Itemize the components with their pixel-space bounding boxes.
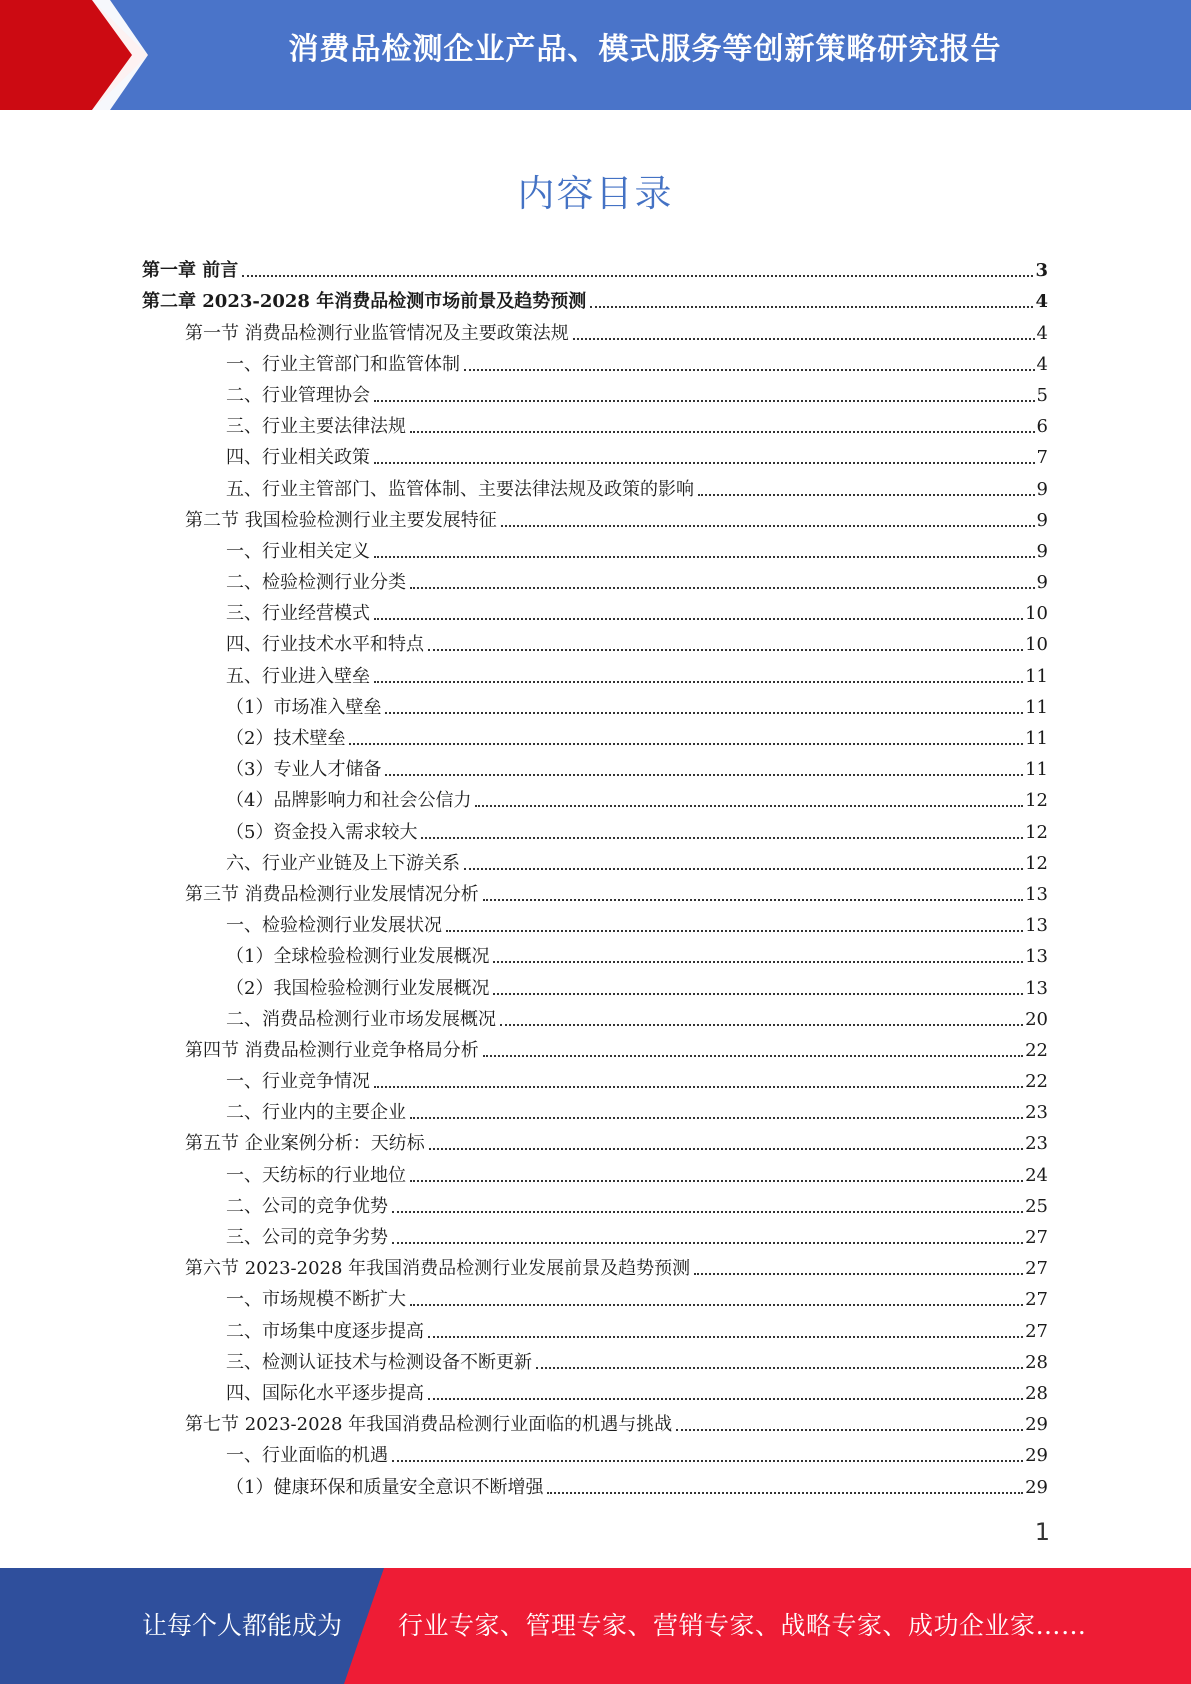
toc-dot-leader	[483, 1055, 1023, 1057]
toc-entry-page: 28	[1025, 1351, 1048, 1373]
toc-entry-label: 第四节 消费品检测行业竞争格局分析	[185, 1039, 479, 1061]
toc-dot-leader	[392, 1460, 1023, 1462]
toc-entry[interactable]	[142, 940, 1048, 971]
toc-dot-leader	[410, 1117, 1023, 1119]
toc-entry-page: 28	[1025, 1382, 1048, 1404]
toc-dot-leader	[483, 899, 1023, 901]
toc-entry[interactable]	[142, 1314, 1048, 1345]
toc-entry[interactable]	[142, 1003, 1048, 1034]
toc-dot-leader	[573, 338, 1035, 340]
toc-entry[interactable]	[142, 410, 1048, 441]
toc-entry[interactable]	[142, 348, 1048, 379]
report-title: 消费品检测企业产品、模式服务等创新策略研究报告	[288, 32, 1002, 67]
footer-slogan-right: 行业专家、管理专家、营销专家、战略专家、成功企业家……	[398, 1611, 1087, 1640]
toc-dot-leader	[694, 1273, 1023, 1275]
toc-dot-leader	[547, 1492, 1023, 1494]
toc-entry-label: 第一章 前言	[142, 260, 239, 282]
toc-heading: 内容目录	[517, 172, 674, 215]
toc-dot-leader	[536, 1367, 1023, 1369]
toc-entry-label: 三、行业经营模式	[226, 603, 370, 625]
toc-entry-page: 6	[1036, 416, 1048, 438]
toc-entry-page: 11	[1025, 665, 1048, 687]
toc-entry-label: 三、检测认证技术与检测设备不断更新	[226, 1351, 532, 1373]
toc-entry-page: 12	[1025, 790, 1048, 812]
toc-entry-page: 11	[1025, 728, 1048, 749]
toc-entry-label: 四、行业相关政策	[226, 447, 370, 469]
toc-entry[interactable]	[142, 1221, 1048, 1252]
toc-entry-page: 27	[1025, 1320, 1048, 1342]
toc-entry-label: （2）技术壁垒	[226, 728, 346, 749]
toc-entry-label: （1）全球检验检测行业发展概况	[226, 946, 490, 968]
toc-entry-label: 五、行业进入壁垒	[226, 665, 370, 687]
toc-dot-leader	[392, 1211, 1023, 1213]
toc-entry[interactable]	[142, 535, 1048, 566]
toc-entry-page: 13	[1025, 946, 1048, 968]
toc-entry[interactable]	[142, 1377, 1048, 1408]
toc-dot-leader	[374, 462, 1035, 464]
toc-entry-label: 第二章 2023-2028 年消费品检测市场前景及趋势预测	[142, 291, 587, 313]
toc-entry-label: 六、行业产业链及上下游关系	[226, 852, 460, 874]
toc-entry[interactable]	[142, 1158, 1048, 1189]
footer-slogan-left: 让每个人都能成为	[142, 1611, 343, 1640]
toc-entry[interactable]	[142, 1283, 1048, 1314]
toc-entry[interactable]	[142, 1252, 1048, 1283]
toc-dot-leader	[446, 930, 1023, 932]
toc-dot-leader	[464, 369, 1035, 371]
toc-entry[interactable]	[142, 847, 1048, 878]
toc-entry-page: 9	[1036, 478, 1048, 500]
page-footer	[0, 1568, 1191, 1684]
toc-entry-label: （1）健康环保和质量安全意识不断增强	[226, 1476, 544, 1498]
toc-entry-label: （2）我国检验检测行业发展概况	[226, 977, 490, 999]
toc-entry-page: 11	[1025, 759, 1048, 781]
toc-entry[interactable]	[142, 1470, 1048, 1501]
toc-entry-label: 一、市场规模不断扩大	[226, 1289, 406, 1311]
toc-entry[interactable]	[142, 566, 1048, 597]
toc-entry-page: 29	[1025, 1445, 1048, 1467]
toc-dot-leader	[493, 961, 1023, 963]
toc-entry[interactable]	[142, 379, 1048, 410]
toc-dot-leader	[428, 649, 1023, 651]
toc-entry[interactable]	[142, 254, 1048, 285]
toc-entry-page: 9	[1036, 540, 1048, 562]
toc-dot-leader	[698, 494, 1035, 496]
toc-dot-leader	[374, 681, 1023, 683]
toc-entry-label: 三、公司的竞争劣势	[226, 1227, 388, 1248]
toc-entry-page: 13	[1025, 883, 1048, 905]
toc-entry[interactable]	[142, 597, 1048, 628]
toc-entry-label: 二、公司的竞争优势	[226, 1195, 388, 1217]
toc-entry[interactable]	[142, 784, 1048, 815]
toc-entry-label: 四、国际化水平逐步提高	[226, 1382, 424, 1404]
toc-entry-label: 第六节 2023-2028 年我国消费品检测行业发展前景及趋势预测	[185, 1258, 691, 1280]
toc-entry-label: 二、市场集中度逐步提高	[226, 1320, 424, 1342]
toc-entry[interactable]	[142, 1065, 1048, 1096]
table-of-contents	[142, 254, 1048, 1502]
toc-entry[interactable]	[142, 1190, 1048, 1221]
toc-entry-page: 22	[1025, 1039, 1048, 1061]
toc-entry-label: （3）专业人才储备	[226, 759, 382, 781]
toc-entry-label: 第二节 我国检验检测行业主要发展特征	[185, 509, 497, 531]
toc-entry-page: 12	[1025, 852, 1048, 874]
toc-entry-page: 29	[1025, 1476, 1048, 1498]
toc-entry-page: 4	[1036, 353, 1048, 375]
toc-entry-page: 27	[1025, 1289, 1048, 1311]
toc-entry-page: 20	[1025, 1008, 1048, 1030]
toc-entry[interactable]	[142, 909, 1048, 940]
toc-dot-leader	[374, 556, 1035, 558]
toc-entry-label: 二、行业内的主要企业	[226, 1102, 406, 1124]
toc-entry-label: 一、检验检测行业发展状况	[226, 915, 442, 937]
toc-entry[interactable]	[142, 1408, 1048, 1439]
toc-entry-label: 五、行业主管部门、监管体制、主要法律法规及政策的影响	[226, 478, 694, 500]
toc-dot-leader	[242, 275, 1033, 277]
toc-entry-label: （4）品牌影响力和社会公信力	[226, 790, 472, 812]
toc-dot-leader	[501, 525, 1035, 527]
toc-dot-leader	[385, 774, 1023, 776]
toc-entry-page: 10	[1025, 634, 1048, 656]
toc-entry[interactable]	[142, 1346, 1048, 1377]
header-arrow-decoration	[0, 0, 150, 110]
toc-entry-page: 11	[1025, 696, 1048, 718]
toc-dot-leader	[500, 1024, 1023, 1026]
toc-entry[interactable]	[142, 285, 1048, 316]
toc-dot-leader	[676, 1429, 1023, 1431]
toc-entry[interactable]	[142, 878, 1048, 909]
toc-entry-page: 29	[1025, 1414, 1048, 1436]
toc-entry-label: 四、行业技术水平和特点	[226, 634, 424, 656]
toc-dot-leader	[590, 306, 1033, 308]
toc-entry-page: 3	[1035, 260, 1048, 282]
toc-entry-page: 5	[1036, 384, 1048, 406]
toc-entry-page: 13	[1025, 915, 1048, 937]
toc-entry-label: 二、行业管理协会	[226, 384, 370, 406]
toc-entry[interactable]	[142, 316, 1048, 347]
toc-entry-label: （1）市场准入壁垒	[226, 696, 382, 718]
toc-entry-label: 一、行业主管部门和监管体制	[226, 353, 460, 375]
toc-entry-label: （5）资金投入需求较大	[226, 821, 418, 843]
toc-entry-page: 4	[1035, 291, 1048, 313]
toc-entry-label: 一、行业面临的机遇	[226, 1445, 388, 1467]
toc-entry-page: 13	[1025, 977, 1048, 999]
toc-dot-leader	[374, 618, 1023, 620]
toc-entry-page: 9	[1036, 572, 1048, 594]
toc-entry[interactable]	[142, 472, 1048, 503]
toc-entry-page: 12	[1025, 821, 1048, 843]
toc-entry[interactable]	[142, 691, 1048, 722]
toc-dot-leader	[385, 712, 1023, 714]
toc-entry-page: 9	[1036, 509, 1048, 531]
toc-entry[interactable]	[142, 722, 1048, 753]
toc-entry[interactable]	[142, 1439, 1048, 1470]
toc-entry-page: 22	[1025, 1071, 1048, 1093]
toc-entry[interactable]	[142, 1034, 1048, 1065]
toc-entry-label: 二、消费品检测行业市场发展概况	[226, 1008, 496, 1030]
toc-dot-leader	[464, 868, 1023, 870]
page-number: 1	[1034, 1518, 1050, 1546]
toc-entry[interactable]	[142, 815, 1048, 846]
toc-entry[interactable]	[142, 441, 1048, 472]
toc-entry-page: 27	[1025, 1227, 1048, 1248]
toc-dot-leader	[349, 743, 1023, 745]
toc-dot-leader	[392, 1242, 1023, 1244]
toc-dot-leader	[410, 1304, 1023, 1306]
toc-dot-leader	[374, 1086, 1023, 1088]
toc-dot-leader	[493, 993, 1023, 995]
toc-dot-leader	[421, 837, 1023, 839]
toc-entry-label: 第三节 消费品检测行业发展情况分析	[185, 883, 479, 905]
toc-entry-page: 25	[1025, 1195, 1048, 1217]
toc-entry-page: 23	[1025, 1102, 1048, 1124]
toc-entry-label: 第五节 企业案例分析：天纺标	[185, 1133, 425, 1155]
page-header	[0, 0, 1191, 110]
toc-entry[interactable]	[142, 628, 1048, 659]
toc-dot-leader	[410, 1180, 1023, 1182]
toc-dot-leader	[428, 1398, 1023, 1400]
toc-dot-leader	[428, 1336, 1023, 1338]
toc-entry-label: 一、行业相关定义	[226, 540, 370, 562]
toc-dot-leader	[410, 431, 1035, 433]
toc-dot-leader	[374, 400, 1035, 402]
toc-entry[interactable]	[142, 971, 1048, 1002]
toc-entry[interactable]	[142, 504, 1048, 535]
toc-entry[interactable]	[142, 1127, 1048, 1158]
toc-entry-page: 7	[1036, 447, 1048, 469]
toc-entry-label: 一、行业竞争情况	[226, 1071, 370, 1093]
toc-entry-page: 24	[1025, 1164, 1048, 1186]
toc-entry-page: 4	[1036, 322, 1048, 344]
toc-entry-page: 10	[1025, 603, 1048, 625]
toc-entry-label: 一、天纺标的行业地位	[226, 1164, 406, 1186]
toc-entry[interactable]	[142, 753, 1048, 784]
toc-dot-leader	[429, 1148, 1023, 1150]
toc-entry-label: 第一节 消费品检测行业监管情况及主要政策法规	[185, 322, 569, 344]
toc-entry-label: 二、检验检测行业分类	[226, 572, 406, 594]
toc-entry-label: 三、行业主要法律法规	[226, 416, 406, 438]
toc-entry-page: 27	[1025, 1258, 1048, 1280]
toc-entry-page: 23	[1025, 1133, 1048, 1155]
toc-entry-label: 第七节 2023-2028 年我国消费品检测行业面临的机遇与挑战	[185, 1414, 673, 1436]
toc-dot-leader	[410, 587, 1035, 589]
toc-entry[interactable]	[142, 659, 1048, 690]
toc-entry[interactable]	[142, 1096, 1048, 1127]
toc-dot-leader	[475, 805, 1023, 807]
